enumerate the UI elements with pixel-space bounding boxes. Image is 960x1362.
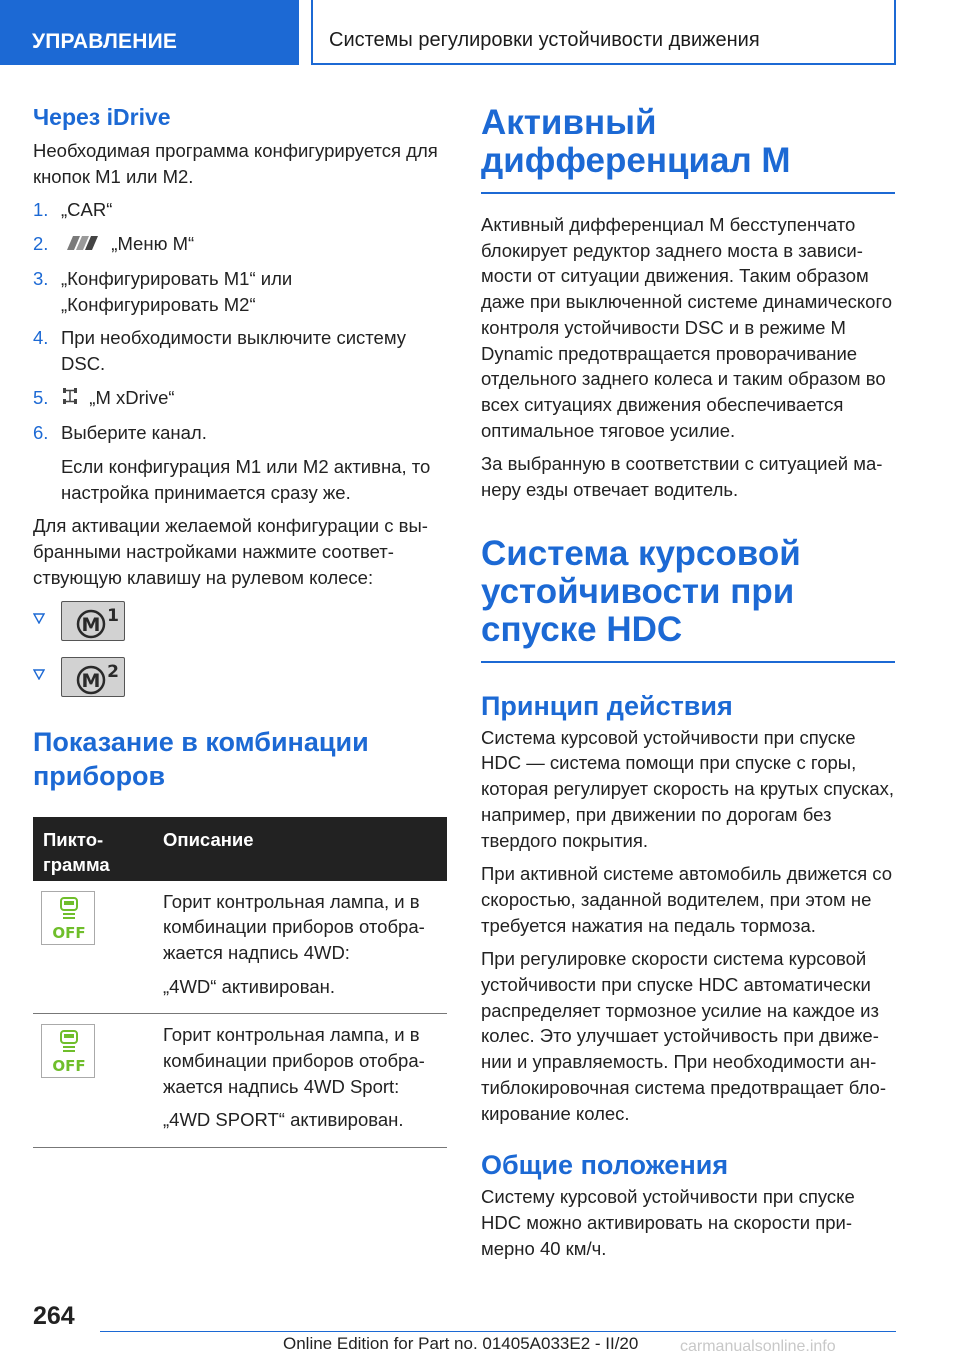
column-header-description: Описание xyxy=(163,828,254,850)
step-text: „Меню M“ xyxy=(111,233,195,255)
icon-off-label: OFF xyxy=(52,1057,86,1076)
step-number: 6. xyxy=(33,422,49,444)
principle-paragraph-1: Система курсовой устойчивости при спуске HDC — система помощи при спуске с горы, которая регулирует скорость на крутых спусках, например, при движении по дорогам без твердого покрытия. xyxy=(481,726,895,851)
diff-heading: Активный дифференциал M xyxy=(481,103,791,180)
m1-button-icon xyxy=(61,601,125,641)
column-header-pictogram: Пиктограмма xyxy=(43,828,110,875)
description-text: Горит контрольная лампа, и в комбинации приборов отображается надпись 4WD: xyxy=(163,890,425,963)
step-number: 1. xyxy=(33,199,49,221)
idrive-intro: Необходимая программа конфигурируется для кнопок M1 или M2. xyxy=(33,140,438,187)
step-text: Выберите канал. xyxy=(61,422,207,444)
m2-sup: 2 xyxy=(107,661,119,682)
list-item xyxy=(33,385,447,412)
diff-paragraph-1: Активный дифференциал M бесступенчато блокирует редуктор заднего моста в зависимости от ситуации движения. Таким образом даже при выключенной системе динамического контроля устойчивости DSC и в режиме M Dynamic предотвращается проворачивание отдельного заднего колеса и таким образом во всех ситуациях движения обеспечивается оптимальное тяговое усилие. xyxy=(481,214,893,441)
diff-paragraph-2: За выбранную в соответствии с ситуацией манеру езды отвечает водитель. xyxy=(481,453,883,501)
step-number: 4. xyxy=(33,327,49,349)
step-number: 5. xyxy=(33,386,49,408)
table-row xyxy=(33,881,447,1015)
list-item xyxy=(33,325,447,376)
step-text: При необходимости выключите систему DSC. xyxy=(61,327,407,375)
table-row xyxy=(33,1014,447,1148)
list-item xyxy=(33,420,447,446)
step-text: „CAR“ xyxy=(61,199,113,221)
bullet-triangle-icon xyxy=(33,612,45,624)
step6-note: Если конфигурация M1 или M2 активна, то настройка принимается сразу же. xyxy=(61,456,431,503)
general-heading: Общие положения xyxy=(481,1150,729,1181)
list-item xyxy=(33,197,447,223)
row-description xyxy=(163,881,447,1014)
step-number: 2. xyxy=(33,233,49,255)
watermark: carmanualsonline.info xyxy=(680,1338,836,1355)
indicator-table xyxy=(33,817,447,1149)
activation-text: Для активации желаемой конфигурации с выбранными настройками нажмите соответствующую клавишу на рулевом колесе: xyxy=(33,515,428,588)
m-stripes-icon xyxy=(61,232,101,258)
icon-off-label: OFF xyxy=(52,923,86,942)
display-heading: Показание в комбинации приборов xyxy=(33,726,369,791)
principle-heading: Принцип действия xyxy=(481,690,733,721)
m1-sup: 1 xyxy=(107,605,119,626)
principle-paragraph-2: При активной системе автомобиль движется со скоростью, заданной водителем, при этом не требуется нажатия на педаль тормоза. xyxy=(481,863,893,936)
left-column xyxy=(33,100,447,1148)
step-text: „M xDrive“ xyxy=(89,386,175,408)
m2-button-row xyxy=(33,657,447,703)
m1-letter: M xyxy=(81,613,101,636)
idrive-heading: Через iDrive xyxy=(33,104,171,130)
general-paragraph-1: Систему курсовой устойчивости при спуске HDC можно активировать на скорости примерно 40 км/ч. xyxy=(481,1186,855,1259)
4wd-off-icon xyxy=(41,891,95,945)
section-title: УПРАВЛЕНИЕ xyxy=(32,30,178,53)
right-column xyxy=(481,100,895,1261)
bullet-triangle-icon xyxy=(33,668,45,680)
chapter-tab xyxy=(311,0,896,65)
principle-paragraph-3: При регулировке скорости система курсовой устойчивости при спуске HDC автоматически распределяет тормозное усилие на каждое из колес. Это улучшает устойчивость при движении и управляемость. При необходимости антиблокировочная система предотвращает блокирование колес. xyxy=(481,948,886,1124)
section-tab xyxy=(0,0,299,65)
m1-button-row xyxy=(33,601,447,647)
description-text: Горит контрольная лампа, и в комбинации приборов отображается надпись 4WD Sport: xyxy=(163,1024,425,1097)
heading-rule xyxy=(481,192,895,194)
hdc-heading: Система курсовой устойчивости при спуске HDC xyxy=(481,533,801,649)
description-note: „4WD SPORT“ активирован. xyxy=(163,1109,404,1131)
page-number: 264 xyxy=(33,1302,75,1330)
table-header xyxy=(33,817,447,881)
heading-rule xyxy=(481,661,895,663)
footer-edition: Online Edition for Part no. 01405A033E2 - II/20 xyxy=(283,1334,639,1353)
footer-rule xyxy=(100,1331,896,1332)
m2-letter: M xyxy=(81,669,101,692)
xdrive-chassis-icon xyxy=(61,386,79,413)
row-description xyxy=(163,1014,447,1147)
step-text: „Конфигурировать M1“ или „Конфигурировать M2“ xyxy=(61,268,293,315)
step-number: 3. xyxy=(33,268,49,290)
chapter-title: Системы регулировки устойчивости движения xyxy=(329,29,760,51)
4wd-sport-icon xyxy=(41,1024,95,1078)
steps-list xyxy=(33,197,447,505)
m2-button-icon xyxy=(61,657,125,697)
description-note: „4WD“ активирован. xyxy=(163,975,335,997)
list-item xyxy=(33,266,447,317)
list-item xyxy=(33,231,447,258)
